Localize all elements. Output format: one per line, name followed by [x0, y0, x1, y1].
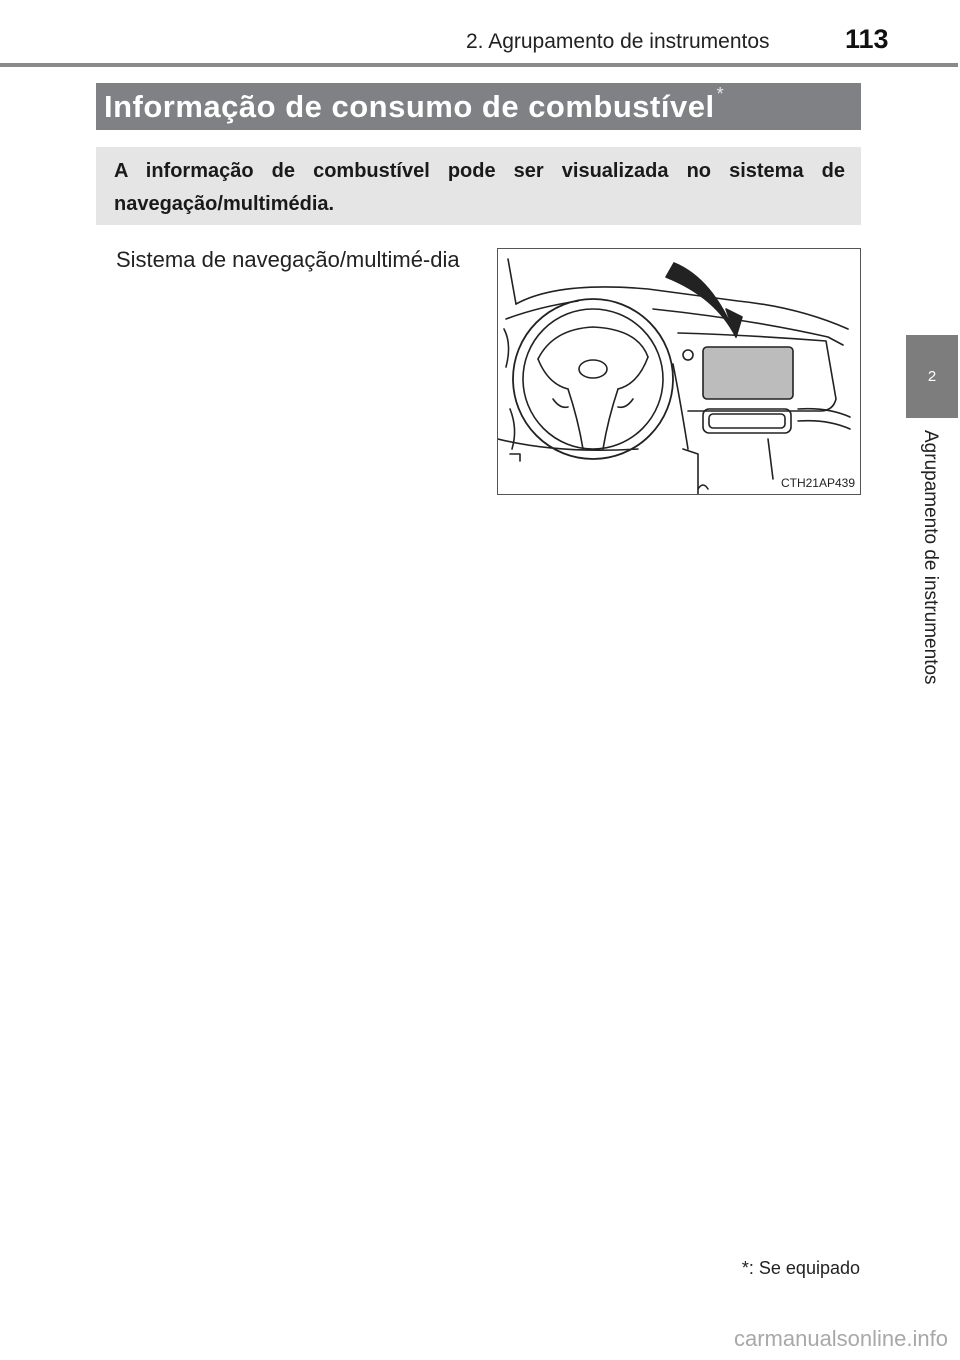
- chapter-label: Agrupamento de instrumentos: [920, 430, 941, 685]
- dashboard-drawing: [498, 249, 861, 495]
- footnote-text: : Se equipado: [748, 1258, 860, 1278]
- intro-box: [96, 147, 861, 225]
- page-number: 113: [845, 24, 889, 54]
- intro-text: A informação de combustível pode ser visualizada no sistema de navegação/multimédia.: [114, 160, 845, 215]
- section-heading: [96, 83, 861, 130]
- body-text: Sistema de navegação/multimé-dia: [116, 247, 460, 272]
- section-title: 2. Agrupamento de instrumentos: [466, 30, 770, 53]
- dashboard-illustration: [497, 248, 861, 495]
- footnote-marker: *: [741, 1258, 749, 1278]
- watermark: carmanualsonline.info: [733, 1326, 948, 1351]
- chapter-number: 2: [927, 368, 937, 385]
- header-divider: [0, 63, 958, 67]
- chapter-label-container: [910, 430, 950, 710]
- footnote: [742, 1258, 860, 1279]
- figure-code: CTH21AP439: [780, 476, 855, 490]
- equipped-marker: *: [716, 84, 724, 104]
- chapter-tab: [906, 335, 958, 418]
- section-heading-text: Informação de consumo de combustível: [104, 88, 715, 124]
